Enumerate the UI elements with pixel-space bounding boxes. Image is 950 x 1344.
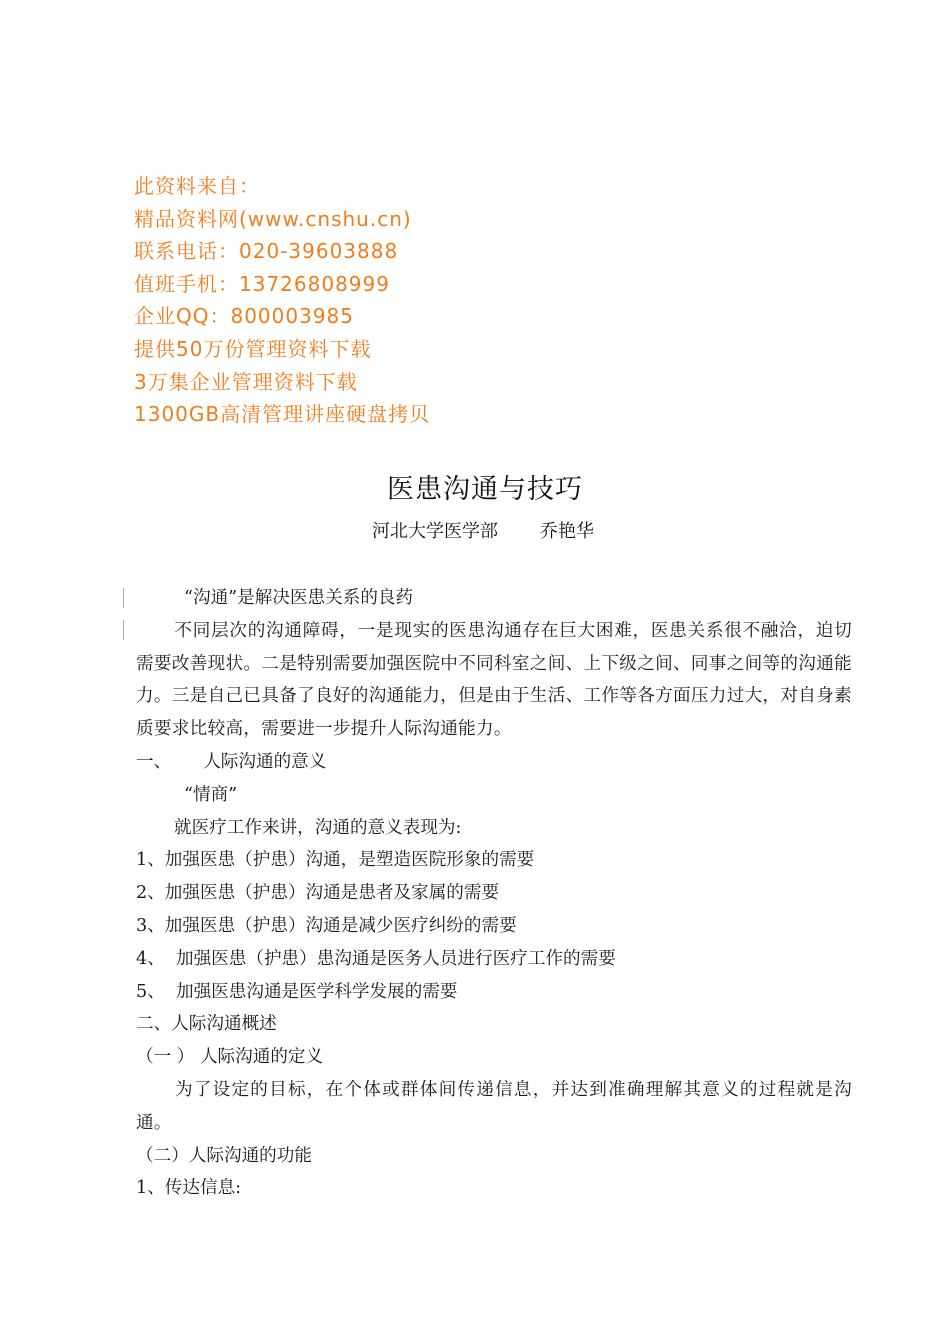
list-item: 3、加强医患（护患）沟通是减少医疗纠纷的需要 — [136, 915, 517, 936]
list-item: 5、 加强医患沟通是医学科学发展的需要 — [136, 981, 458, 1002]
section-motto: “沟通”是解决医患关系的良药 — [184, 588, 414, 608]
document-body — [136, 582, 852, 1205]
heading-1-text: 人际沟通的意义 — [203, 751, 327, 772]
function-item: 1、传达信息: — [136, 1178, 242, 1199]
author-org: 河北大学医学部 — [372, 521, 498, 542]
ad-line-offer-3: 1300GB高清管理讲座硬盘拷贝 — [134, 402, 431, 427]
author-name: 乔艳华 — [540, 521, 594, 542]
intro-paragraph — [136, 615, 852, 746]
ad-line-qq: 企业QQ：800003985 — [134, 304, 355, 329]
heading-2: 二、人际沟通概述 — [136, 1014, 277, 1035]
ad-line-offer-1: 提供50万份管理资料下载 — [134, 336, 372, 361]
document-author — [372, 518, 594, 546]
ad-block — [134, 170, 734, 431]
margin-mark — [123, 588, 124, 608]
ad-line-phone: 联系电话：020-39603888 — [134, 239, 399, 264]
ad-line-website: 精品资料网(www.cnshu.cn) — [134, 206, 412, 231]
definition-paragraph — [136, 1074, 852, 1140]
ad-line-mobile: 值班手机：13726808999 — [134, 271, 390, 296]
list-item: 1、加强医患（护患）沟通，是塑造医院形象的需要 — [136, 850, 535, 871]
subheading-definition: （一 ） 人际沟通的定义 — [136, 1047, 324, 1068]
definition-text: 为了设定的目标，在个体或群体间传递信息，并达到准确理解其意义的过程就是沟通。 — [136, 1079, 852, 1133]
intro-paragraph-text: 不同层次的沟通障碍，一是现实的医患沟通存在巨大困难，医患关系很不融洽，迫切需要改善现状。二是特别需要加强医院中不同科室之间、上下级之间、同事之间等的沟通能力。三是自己已具备了良好的沟通能力，但是由于生活、工作等各方面压力过大，对自身素质要求比较高，需要进一步提升人际沟通能力。 — [136, 620, 852, 740]
meaning-intro: 就医疗工作来讲，沟通的意义表现为: — [174, 817, 462, 838]
subheading-function: （二）人际沟通的功能 — [136, 1145, 312, 1166]
list-item: 2、加强医患（护患）沟通是患者及家属的需要 — [136, 883, 500, 904]
margin-mark — [123, 620, 124, 640]
ad-line-source: 此资料来自： — [134, 174, 260, 198]
eq-label: “情商” — [184, 784, 238, 805]
document-title: 医患沟通与技巧 — [387, 474, 583, 505]
list-item: 4、 加强医患（护患）患沟通是医务人员进行医疗工作的需要 — [136, 948, 616, 969]
heading-1-number: 一、 — [136, 751, 172, 772]
heading-1 — [136, 746, 852, 779]
ad-line-offer-2: 3万集企业管理资料下载 — [134, 369, 358, 394]
